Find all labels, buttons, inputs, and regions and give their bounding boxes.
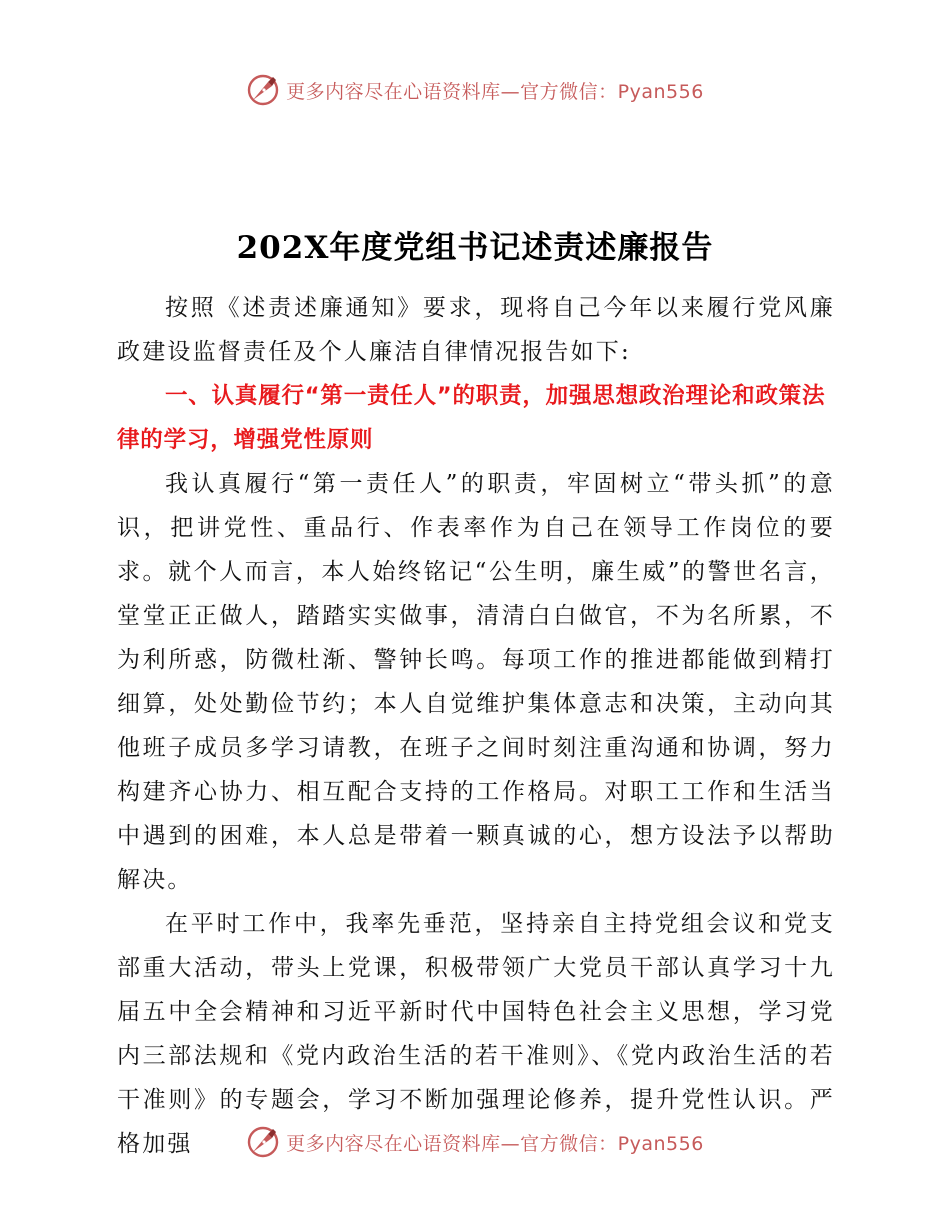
intro-paragraph: 按照《述责述廉通知》要求，现将自己今年以来履行党风廉政建设监督责任及个人廉洁自律情况报告如下: [117,295,835,365]
pen-nib-logo-icon [246,1125,280,1159]
watermark-text: 更多内容尽在心语资料库—官方微信：Pyan556 [286,80,704,103]
document-title: 202X年度党组书记述责述廉报告 [236,230,714,266]
watermark-header [0,70,950,110]
body-paragraph: 在平时工作中，我率先垂范，坚持亲自主持党组会议和党支部重大活动，带头上党课，积极带领广大党员干部认真学习十九届五中全会精神和习近平新时代中国特色社会主义思想，学习党内三部法规和《党内政治生活的若干准则》、《党内政治生活的若干准则》的专题会，学习不断加强理论修养，提升党性认识。严格加强 [117,911,835,1157]
document-body [117,286,835,1166]
pen-nib-logo-icon [246,73,280,107]
section-heading: 一、认真履行“第一责任人”的职责，加强思想政治理论和政策法律的学习，增强党性原则 [117,383,826,453]
body-paragraph: 我认真履行“第一责任人”的职责，牢固树立“带头抓”的意识，把讲党性、重品行、作表率作为自己在领导工作岗位的要求。就个人而言，本人始终铭记“公生明，廉生威”的警世名言，堂堂正正做人，踏踏实实做事，清清白白做官，不为名所累，不为利所惑，防微杜渐、警钟长鸣。每项工作的推进都能做到精打细算，处处勤俭节约；本人自觉维护集体意志和决策，主动向其他班子成员多学习请教，在班子之间时刻注重沟通和协调，努力构建齐心协力、相互配合支持的工作格局。对职工工作和生活当中遇到的困难，本人总是带着一颗真诚的心，想方设法予以帮助解决。 [117,471,835,893]
watermark-footer [0,1122,950,1162]
watermark-text: 更多内容尽在心语资料库—官方微信：Pyan556 [286,1132,704,1155]
